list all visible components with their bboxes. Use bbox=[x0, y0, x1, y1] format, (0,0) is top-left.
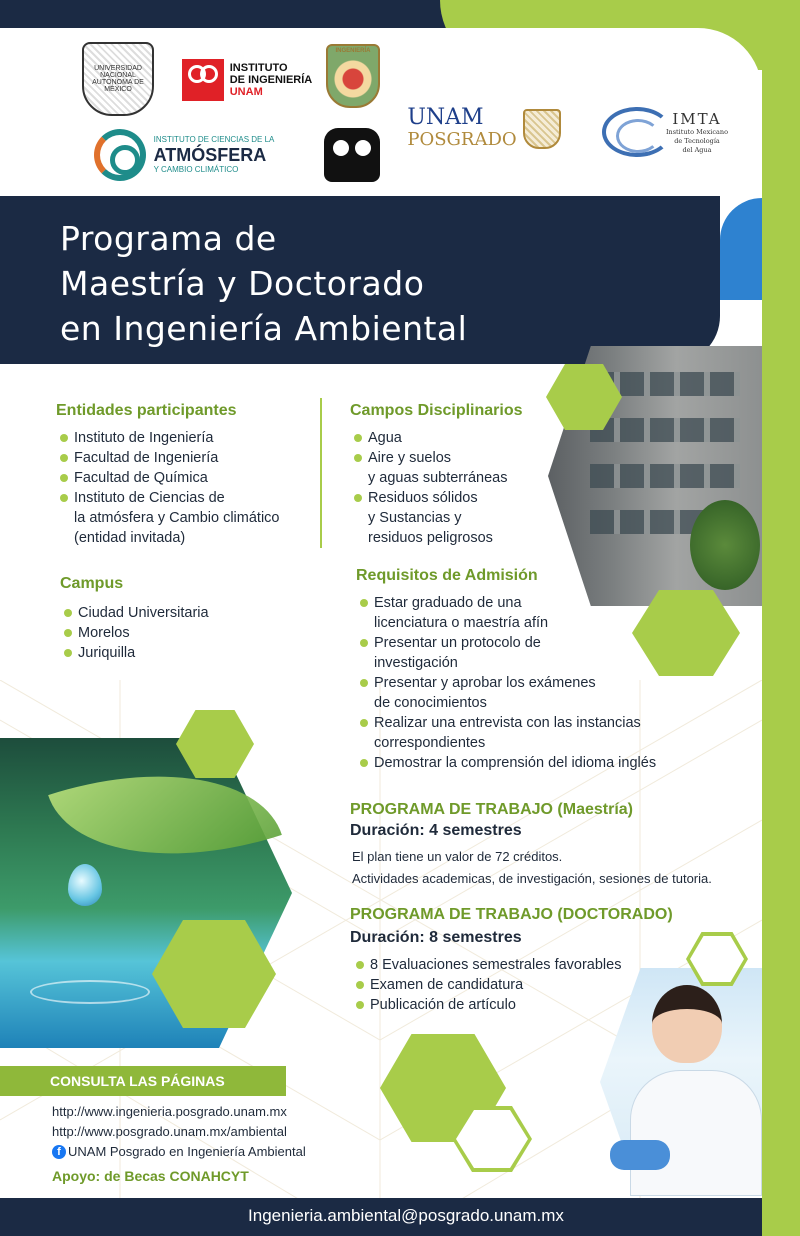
ii-logo-line3: UNAM bbox=[229, 86, 263, 98]
list-item: Residuos sólidos bbox=[354, 488, 507, 508]
scientist-figure-glove bbox=[610, 1140, 670, 1170]
list-item: Demostrar la comprensión del idioma inglés bbox=[360, 753, 656, 773]
right-green-stripe bbox=[762, 0, 800, 1236]
list-item-continuation: investigación bbox=[374, 655, 458, 671]
building-window-row bbox=[590, 464, 740, 488]
page-title bbox=[60, 216, 700, 351]
campos-list bbox=[354, 428, 507, 548]
ii-logo-line1: INSTITUTO bbox=[229, 62, 288, 74]
title-line3: en Ingeniería Ambiental bbox=[60, 309, 468, 348]
unam-seal-text: UNIVERSIDAD NACIONAL AUTÓNOMA DE MÉXICO bbox=[92, 65, 144, 93]
imta-logo-line2: de Tecnología bbox=[674, 136, 720, 145]
requisitos-heading: Requisitos de Admisión bbox=[356, 567, 538, 584]
footer-email[interactable]: Ingenieria.ambiental@posgrado.unam.mx bbox=[0, 1198, 762, 1236]
unam-posgrado-logo bbox=[404, 104, 564, 154]
list-item: Ciudad Universitaria bbox=[64, 603, 209, 623]
facebook-icon: f bbox=[52, 1145, 66, 1159]
list-item-continuation: y Sustancias y bbox=[368, 510, 462, 526]
list-item: Examen de candidatura bbox=[356, 975, 621, 995]
list-item: Realizar una entrevista con las instancias bbox=[360, 713, 656, 733]
scientist-figure-coat bbox=[630, 1070, 762, 1196]
links-block bbox=[52, 1102, 306, 1162]
list-item: Agua bbox=[354, 428, 507, 448]
list-item-continuation: y aguas subterráneas bbox=[368, 470, 508, 486]
maestria-line1: El plan tiene un valor de 72 créditos. bbox=[352, 849, 563, 864]
imta-logo bbox=[580, 104, 750, 160]
ica-logo-line1: INSTITUTO DE CIENCIAS DE LA bbox=[153, 135, 275, 144]
list-item-continuation: correspondientes bbox=[374, 735, 486, 751]
list-item: Morelos bbox=[64, 623, 209, 643]
blue-accent-shape bbox=[720, 198, 762, 300]
posgrado-seal-icon bbox=[523, 109, 561, 149]
facebook-label: UNAM Posgrado en Ingeniería Ambiental bbox=[68, 1144, 306, 1159]
imta-logo-abbr: IMTA bbox=[672, 109, 722, 128]
apoyo-text: Apoyo: de Becas CONAHCYT bbox=[52, 1168, 249, 1184]
list-item: Publicación de artículo bbox=[356, 995, 621, 1015]
list-item-continuation: licenciatura o maestría afín bbox=[374, 615, 549, 631]
consulta-banner: CONSULTA LAS PÁGINAS bbox=[0, 1066, 286, 1096]
list-item: Juriquilla bbox=[64, 643, 209, 663]
list-item: Estar graduado de una bbox=[360, 593, 656, 613]
link-ingenieria[interactable]: http://www.ingenieria.posgrado.unam.mx bbox=[52, 1104, 287, 1119]
list-item: Facultad de Química bbox=[60, 468, 280, 488]
campus-list bbox=[64, 603, 209, 663]
ica-logo-line2: ATMÓSFERA bbox=[153, 145, 267, 165]
ii-logo-line2: DE INGENIERÍA bbox=[229, 74, 313, 86]
list-item-continuation: de conocimientos bbox=[374, 695, 487, 711]
campos-heading: Campos Disciplinarios bbox=[350, 402, 523, 419]
ica-logo-line3: Y CAMBIO CLIMÁTICO bbox=[153, 165, 239, 174]
scientist-figure-head bbox=[652, 985, 722, 1063]
maestria-description bbox=[352, 846, 712, 890]
list-item: 8 Evaluaciones semestrales favorables bbox=[356, 955, 621, 975]
ica-atmosfera-logo bbox=[84, 126, 284, 184]
maestria-heading: PROGRAMA DE TRABAJO (Maestría) bbox=[350, 801, 633, 818]
facebook-link[interactable] bbox=[52, 1142, 306, 1162]
list-item: Presentar un protocolo de bbox=[360, 633, 656, 653]
imta-logo-line3: del Agua bbox=[682, 145, 712, 154]
instituto-ingenieria-icon bbox=[182, 59, 224, 101]
list-item-continuation: residuos peligrosos bbox=[368, 530, 493, 546]
list-item: Facultad de Ingeniería bbox=[60, 448, 280, 468]
list-item-continuation: (entidad invitada) bbox=[74, 530, 186, 546]
water-ripple bbox=[30, 980, 150, 1004]
entidades-heading: Entidades participantes bbox=[56, 402, 237, 419]
posgrado-logo-line1: UNAM bbox=[407, 105, 484, 130]
doctorado-list bbox=[356, 955, 621, 1015]
list-item: Aire y suelos bbox=[354, 448, 507, 468]
unam-seal-logo bbox=[82, 42, 154, 116]
water-drop-shape bbox=[68, 864, 102, 906]
maestria-line2: Actividades academicas, de investigación, sesiones de tutoria. bbox=[352, 871, 712, 886]
title-line1: Programa de bbox=[60, 219, 277, 258]
list-item: Presentar y aprobar los exámenes bbox=[360, 673, 656, 693]
posgrado-logo-line2: POSGRADO bbox=[407, 129, 517, 150]
facultad-ingenieria-logo bbox=[326, 44, 380, 108]
campus-heading: Campus bbox=[60, 575, 124, 592]
imta-swirl-icon bbox=[602, 107, 672, 157]
doctorado-duracion: Duración: 8 semestres bbox=[350, 929, 522, 946]
maestria-duracion: Duración: 4 semestres bbox=[350, 822, 522, 839]
list-item: Instituto de Ingeniería bbox=[60, 428, 280, 448]
instituto-ingenieria-logo bbox=[172, 58, 322, 102]
fi-logo-label: INGENIERÍA bbox=[335, 48, 371, 54]
column-divider bbox=[320, 398, 322, 548]
requisitos-list bbox=[360, 593, 656, 773]
doctorado-heading: PROGRAMA DE TRABAJO (DOCTORADO) bbox=[350, 906, 673, 923]
list-item: Instituto de Ciencias de bbox=[60, 488, 280, 508]
owl-logo-icon bbox=[324, 128, 380, 182]
entidades-list bbox=[60, 428, 280, 548]
top-dark-band bbox=[0, 0, 480, 28]
imta-logo-line1: Instituto Mexicano bbox=[665, 127, 729, 136]
link-posgrado-ambiental[interactable]: http://www.posgrado.unam.mx/ambiental bbox=[52, 1124, 287, 1139]
list-item-continuation: la atmósfera y Cambio climático bbox=[74, 510, 280, 526]
building-window-row bbox=[590, 418, 740, 442]
title-line2: Maestría y Doctorado bbox=[60, 264, 425, 303]
ica-ring-icon bbox=[94, 129, 146, 181]
building-tree bbox=[690, 500, 760, 590]
